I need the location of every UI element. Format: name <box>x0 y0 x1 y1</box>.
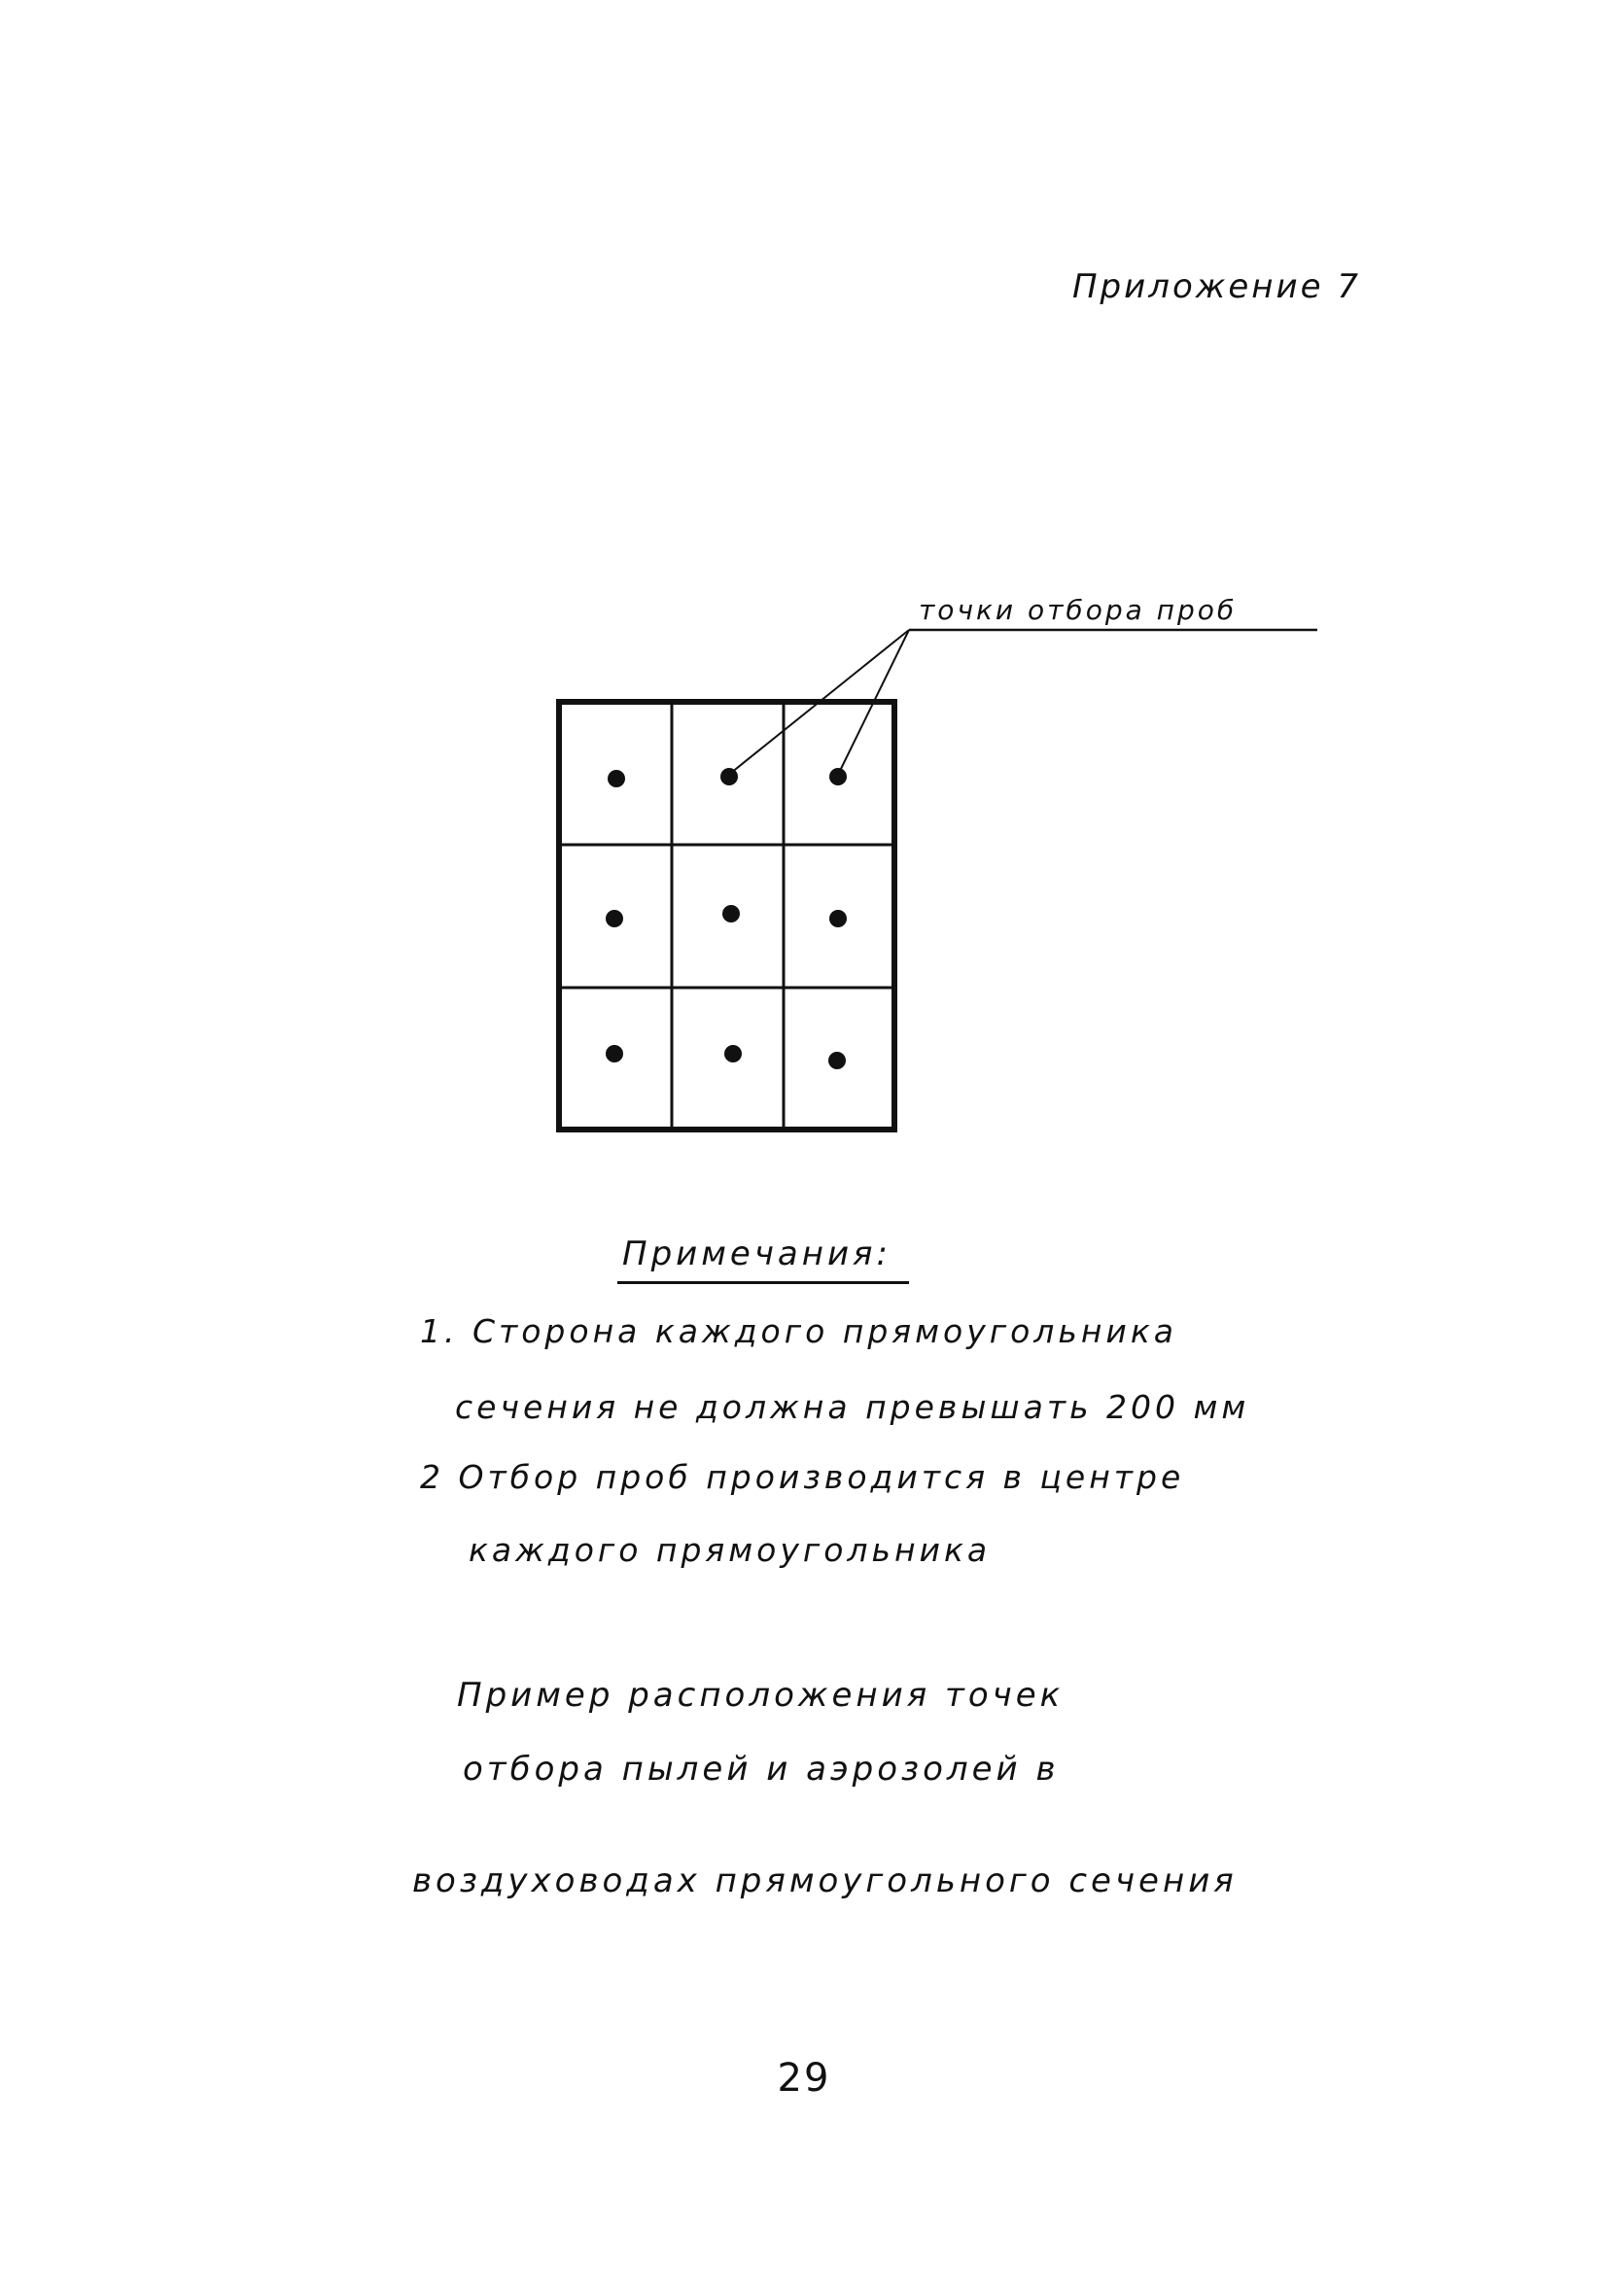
appendix-label: Приложение 7 <box>1071 267 1361 306</box>
sample-point <box>720 768 738 785</box>
leader-label: точки отбора проб <box>919 594 1238 626</box>
sample-point <box>829 768 847 785</box>
note-item-1-line-2: сечения не должна превышать 200 мм <box>455 1388 1250 1426</box>
notes-title-underline <box>617 1281 909 1284</box>
caption-line-3: воздуховодах прямоугольного сечения <box>412 1861 1238 1900</box>
sample-point <box>722 905 740 922</box>
sample-point <box>606 910 623 927</box>
notes-title: Примечания: <box>622 1235 891 1273</box>
page-number: 29 <box>777 2056 831 2101</box>
sample-point <box>608 770 625 787</box>
sample-point <box>724 1045 742 1062</box>
sample-point <box>828 1052 846 1069</box>
note-item-2-line-2: каждого прямоугольника <box>469 1531 992 1569</box>
sample-point <box>606 1045 623 1062</box>
note-item-2-line-1: 2 Отбор проб производится в центре <box>420 1458 1185 1496</box>
note-item-1-line-1: 1. Сторона каждого прямоугольника <box>420 1312 1177 1350</box>
caption-line-2: отбора пылей и аэрозолей в <box>463 1750 1060 1789</box>
sample-point <box>829 910 847 927</box>
caption-line-1: Пример расположения точек <box>457 1676 1065 1715</box>
